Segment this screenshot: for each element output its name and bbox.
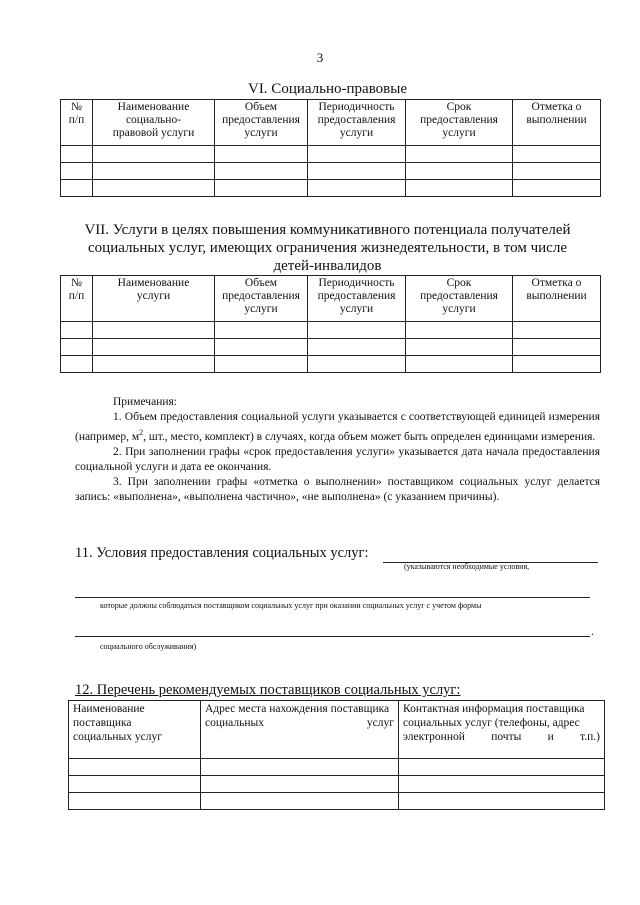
col-service-name: Наименование социально- правовой услуги (93, 100, 215, 146)
section-11-caption-2: которые должны соблюдаться поставщиком социальных услуг при оказании социальных услуг с учетом формы (100, 601, 482, 610)
page-number: 3 (316, 50, 324, 65)
table-row (61, 339, 601, 356)
note-1: 1. Объем предоставления социальной услуги указывается с соответствующей единицей измерения (например, $м^2$, шт., место, комплект) в случаях, когда объем может быть определен единицами измерения. (75, 411, 600, 443)
section-12-title: 12. Перечень рекомендуемых поставщиков социальных услуг: (75, 682, 461, 698)
col-number: № п/п (61, 100, 93, 146)
col-contact-info: Контактная информация поставщика социальных услуг (телефоны, адрес электронной почты и т.п.) (399, 701, 605, 759)
table-row (61, 180, 601, 197)
col-provider-address: Адрес места нахождения поставщика социальных услуг (201, 701, 399, 759)
notes-heading: Примечания: (113, 396, 177, 408)
section-6-table (60, 99, 601, 197)
table-row (61, 356, 601, 373)
col-term: Срок предоставления услуги (406, 100, 513, 146)
note-2: 2. При заполнении графы «срок предоставления услуги» указывается дата начала предоставления социальной услуги и дата ее окончания. (75, 445, 600, 473)
table-row (69, 759, 605, 776)
col-volume: Объем предоставления услуги (215, 100, 308, 146)
col-provider-name: Наименование поставщика социальных услуг (69, 701, 201, 759)
table-row (69, 776, 605, 793)
section-11-caption-3: социального обслуживания) (100, 642, 197, 651)
table-header-row (69, 701, 605, 759)
section-7-table (60, 275, 601, 373)
col-number: № п/п (61, 276, 93, 322)
table-row (61, 163, 601, 180)
col-term: Срок предоставления услуги (406, 276, 513, 322)
col-completion-mark: Отметка о выполнении (513, 276, 601, 322)
table-row (61, 146, 601, 163)
table-row (69, 793, 605, 810)
conditions-fill-line-3[interactable] (75, 636, 590, 637)
col-volume: Объем предоставления услуги (215, 276, 308, 322)
table-header-row (61, 100, 601, 146)
conditions-fill-line-2[interactable] (75, 597, 590, 598)
section-12-table (68, 700, 605, 810)
table-row (61, 322, 601, 339)
section-7-title-line3: детей-инвалидов (273, 258, 382, 274)
table-header-row (61, 276, 601, 322)
section-11-caption-1: (указываются необходимые условия, (404, 562, 530, 571)
col-frequency: Периодичность предоставления услуги (308, 276, 406, 322)
note-3: 3. При заполнении графы «отметка о выполнении» поставщиком социальных услуг делается запись: «выполнена», «выполнена частично», «не выполнена» (с указанием причины). (75, 475, 600, 503)
section-6-title: VI. Социально-правовые (247, 81, 407, 97)
trailing-dot: . (591, 624, 594, 638)
section-7-title-line1: VII. Услуги в целях повышения коммуникативного потенциала получателей (84, 222, 571, 238)
section-7-title-line2: социальных услуг, имеющих ограничения жизнедеятельности, в том числе (88, 240, 567, 256)
notes-block (75, 395, 600, 505)
col-service-name: Наименование услуги (93, 276, 215, 322)
section-11-title: 11. Условия предоставления социальных услуг: (75, 545, 369, 561)
col-frequency: Периодичность предоставления услуги (308, 100, 406, 146)
col-completion-mark: Отметка о выполнении (513, 100, 601, 146)
